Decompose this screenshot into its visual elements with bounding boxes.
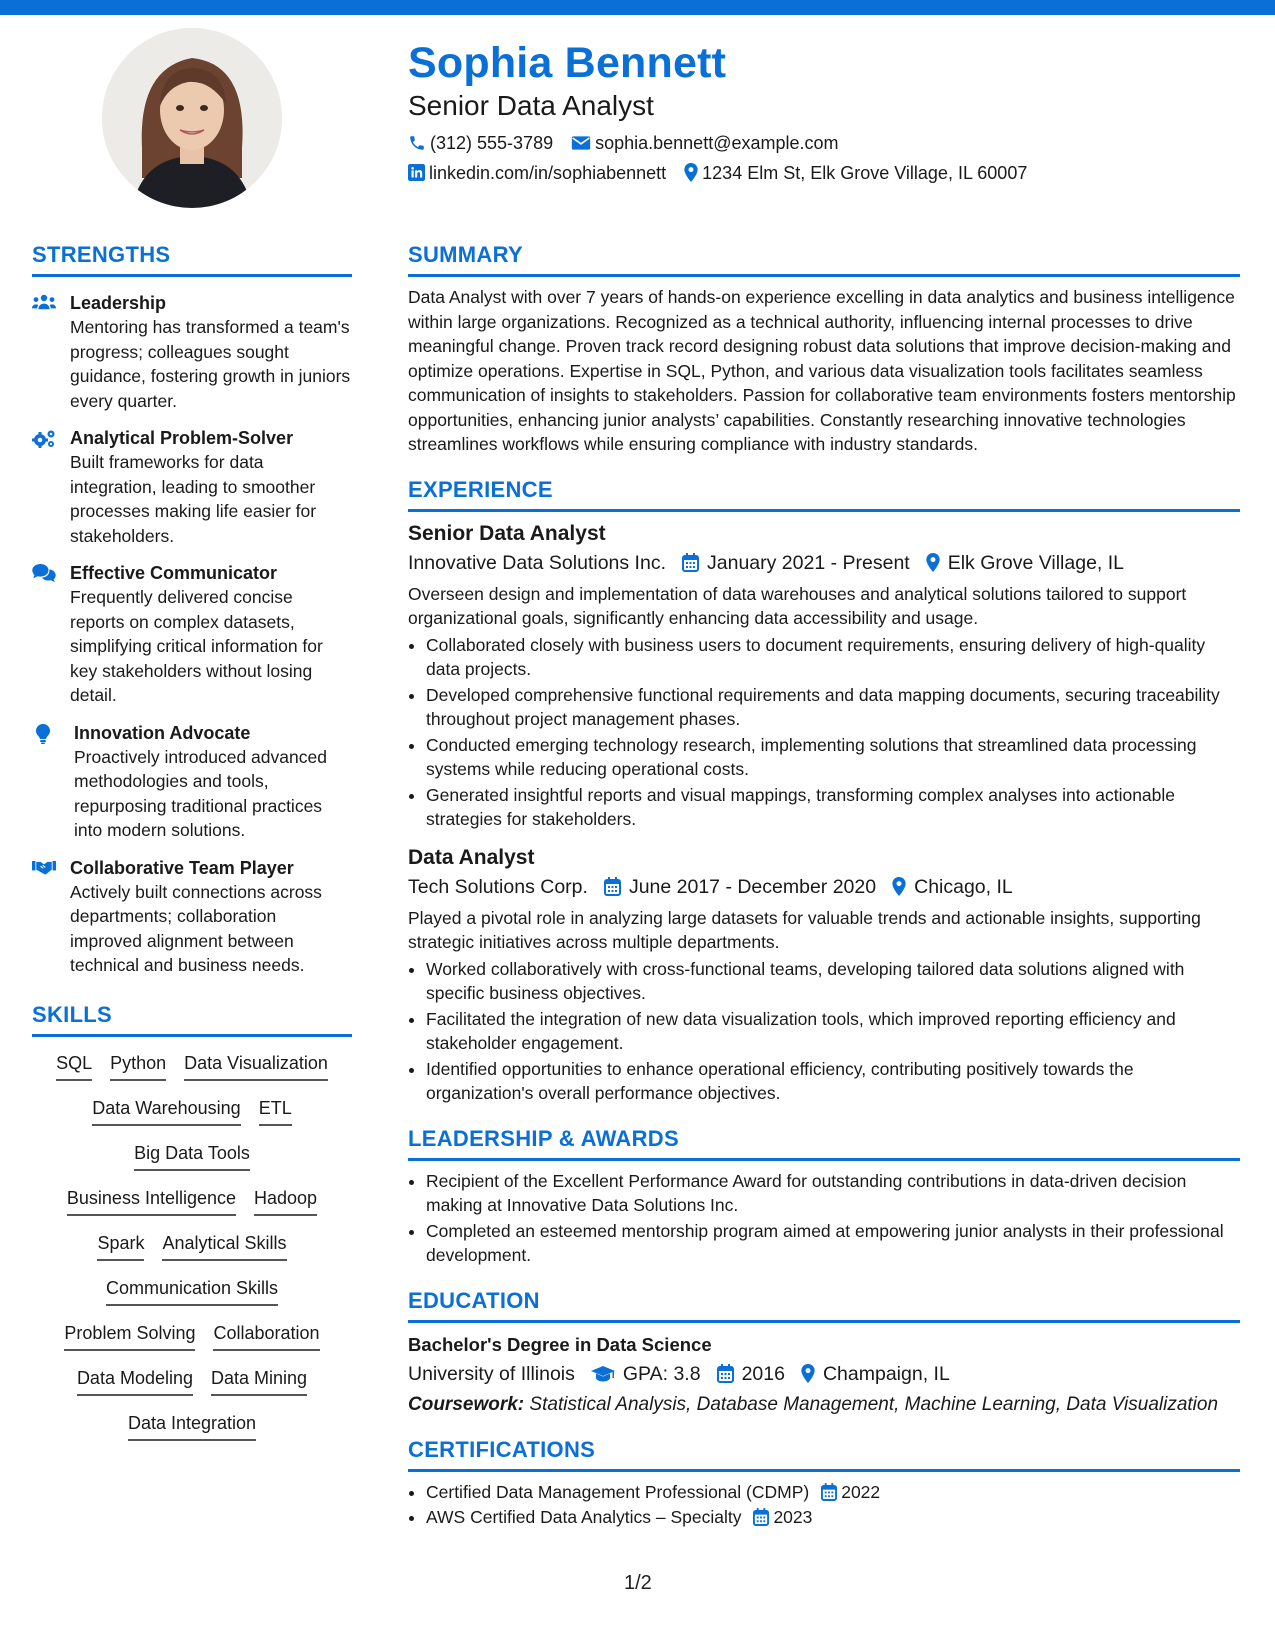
users-icon [32, 294, 56, 310]
summary-heading: SUMMARY [408, 240, 1240, 277]
strength-title: Innovation Advocate [74, 722, 251, 743]
education-gpa-wrap [591, 1359, 701, 1389]
address-text: 1234 Elm St, Elk Grove Village, IL 60007 [702, 162, 1028, 183]
strength-title: Effective Communicator [70, 563, 278, 583]
strength-desc: Actively built connections across departments; collaboration improved alignment between technical and business needs. [70, 881, 322, 975]
certification-item [426, 1480, 1240, 1505]
skills-row [58, 1186, 326, 1231]
strength-title: Analytical Problem-Solver [70, 428, 294, 448]
job-entry [408, 520, 1240, 832]
education-location-wrap [801, 1359, 950, 1389]
education-section [408, 1286, 1240, 1417]
skills-row [47, 1051, 337, 1096]
job-company: Tech Solutions Corp. [408, 875, 588, 898]
skill-tag: ETL [259, 1096, 292, 1126]
envelope-icon [571, 135, 591, 151]
strength-item [32, 856, 352, 978]
strength-desc: Built frameworks for data integration, leading to smoother processes making life easier for stakeholders. [70, 452, 317, 546]
handshake-icon [32, 859, 56, 875]
summary-text: Data Analyst with over 7 years of hands-on experience excelling in data analytics and business intelligence within large organizations. Recognized as a technical authority, influencing internal processes to drive meaningful change. Proven track record designing robust data solutions that improve decision-making and optimize operations. Expertise in SQL, Python, and various data visualization tools facilitates seamless communication of insights to stakeholders. Passion for collaborative team environments fosters mentorship opportunities, enhancing junior analysts’ capabilities. Constantly researching innovative technologies streamlines workflows while ensuring compliance with industry standards. [408, 287, 1236, 454]
skill-tag: SQL [56, 1051, 92, 1081]
job-bullets [408, 633, 1240, 832]
job-entry [408, 844, 1240, 1106]
job-dates-wrap [604, 872, 876, 902]
experience-heading: EXPERIENCE [408, 475, 1240, 512]
certification-year: 2022 [841, 1481, 881, 1502]
linkedin-icon [408, 164, 425, 181]
contact-linkedin[interactable] [408, 161, 666, 185]
skill-tag: Communication Skills [106, 1276, 278, 1306]
job-description: Played a pivotal role in analyzing large datasets for valuable trends and actionable insights, supporting strategic initiatives across multiple departments. [408, 907, 1201, 952]
skill-tag: Python [110, 1051, 166, 1081]
calendar-icon [717, 1364, 734, 1383]
skill-tag: Spark [97, 1231, 144, 1261]
skills-row [55, 1321, 328, 1366]
job-meta [408, 548, 1240, 578]
location-pin-icon [892, 877, 906, 896]
experience-section [408, 475, 1240, 1106]
calendar-icon [821, 1483, 837, 1501]
education-year-wrap [717, 1359, 785, 1389]
job-company: Innovative Data Solutions Inc. [408, 551, 666, 574]
gears-icon [32, 429, 56, 449]
job-dates-wrap [682, 548, 910, 578]
job-title: Senior Data Analyst [408, 521, 606, 545]
linkedin-text[interactable]: linkedin.com/in/sophiabennett [429, 162, 667, 183]
strength-desc: Proactively introduced advanced methodologies and tools, repurposing traditional practices into modern solutions. [74, 746, 327, 840]
location-pin-icon [684, 163, 698, 182]
certifications-section [408, 1435, 1240, 1530]
candidate-title: Senior Data Analyst [408, 90, 654, 122]
job-bullet: • Generated insightful reports and visual mappings, transforming complex analyses into actionable strategies for stakeholders. [426, 783, 1240, 832]
strength-item [32, 721, 352, 843]
job-dates: June 2017 - December 2020 [628, 875, 877, 898]
strengths-heading: STRENGTHS [32, 240, 352, 277]
education-school: University of Illinois [408, 1362, 575, 1385]
strength-title: Leadership [70, 293, 167, 313]
location-pin-icon [801, 1364, 815, 1383]
job-bullets [408, 957, 1240, 1106]
skills-row [125, 1141, 259, 1186]
awards-section [408, 1124, 1240, 1268]
calendar-icon [682, 553, 699, 572]
contact-phone [408, 131, 553, 155]
certification-year: 2023 [773, 1507, 813, 1527]
skill-tag: Collaboration [213, 1321, 319, 1351]
job-title: Data Analyst [408, 845, 535, 869]
job-description: Overseen design and implementation of data warehouses and analytical solutions tailored to support organizational goals, significantly enhancing data accessibility and usage. [408, 583, 1187, 628]
graduation-cap-icon [591, 1365, 615, 1383]
left-column [32, 240, 352, 1456]
skills-row [83, 1096, 300, 1141]
education-meta [408, 1359, 1240, 1389]
skills-row [97, 1276, 287, 1321]
education-year: 2016 [741, 1362, 785, 1385]
strength-desc: Mentoring has transformed a team's progress; colleagues sought guidance, fostering growth in juniors every quarter. [70, 317, 351, 411]
education-degree: Bachelor's Degree in Data Science [408, 1333, 712, 1355]
certifications-heading: CERTIFICATIONS [408, 1435, 1240, 1472]
job-bullet: • Conducted emerging technology research, implementing solutions that streamlined data processing systems while reducing operational costs. [426, 733, 1240, 782]
comments-icon [32, 564, 56, 582]
resume-header [408, 40, 1238, 185]
award-item: • Completed an esteemed mentorship program aimed at empowering junior analysts in their professional development. [426, 1219, 1240, 1268]
calendar-icon [753, 1508, 769, 1526]
education-location: Champaign, IL [822, 1362, 950, 1385]
certifications-list [408, 1480, 1240, 1530]
skill-tag: Analytical Skills [162, 1231, 286, 1261]
page-number: 1/2 [624, 1572, 652, 1594]
certification-name: • AWS Certified Data Analytics – Specialty [426, 1507, 742, 1527]
skills-list [32, 1051, 352, 1456]
contact-email[interactable] [571, 131, 838, 155]
awards-list [408, 1169, 1240, 1268]
phone-icon [408, 134, 426, 152]
lightbulb-icon [36, 724, 50, 744]
coursework-text: Statistical Analysis, Database Management, Machine Learning, Data Visualization [529, 1393, 1219, 1415]
certification-name: • Certified Data Management Professional (CDMP) [426, 1481, 810, 1502]
skills-row [119, 1411, 265, 1456]
job-bullet: • Identified opportunities to enhance operational efficiency, contributing positively towards the organization's overall performance objectives. [426, 1057, 1240, 1106]
job-bullet: • Collaborated closely with business users to document requirements, ensuring delivery of high-quality data projects. [426, 633, 1240, 682]
location-pin-icon [926, 553, 940, 572]
skill-tag: Data Integration [128, 1411, 256, 1441]
contact-row-1 [408, 131, 1238, 155]
strengths-list [32, 291, 352, 978]
profile-photo [102, 28, 282, 208]
contact-address [684, 161, 1027, 185]
award-item: • Recipient of the Excellent Performance Award for outstanding contributions in data-driven decision making at Innovative Data Solutions Inc. [426, 1169, 1240, 1218]
strength-desc: Frequently delivered concise reports on complex datasets, simplifying critical information for key stakeholders without losing detail. [70, 587, 323, 705]
job-bullet: • Developed comprehensive functional requirements and data mapping documents, securing traceability throughout project management phases. [426, 683, 1240, 732]
skill-tag: Big Data Tools [134, 1141, 250, 1171]
education-gpa: GPA: 3.8 [622, 1362, 701, 1385]
skill-tag: Hadoop [254, 1186, 317, 1216]
education-heading: EDUCATION [408, 1286, 1240, 1323]
skill-tag: Data Modeling [77, 1366, 193, 1396]
job-location-wrap [892, 872, 1013, 902]
job-location: Chicago, IL [914, 875, 1013, 898]
candidate-name: Sophia Bennett [408, 39, 727, 87]
strength-title: Collaborative Team Player [70, 857, 294, 878]
strength-item [32, 426, 352, 548]
skill-tag: Problem Solving [64, 1321, 195, 1351]
job-location-wrap [926, 548, 1124, 578]
right-column [408, 240, 1240, 1531]
coursework-label: Coursework: [408, 1393, 525, 1415]
skill-tag: Data Visualization [184, 1051, 328, 1081]
certification-item [426, 1505, 1240, 1530]
skill-tag: Business Intelligence [67, 1186, 236, 1216]
awards-heading: LEADERSHIP & AWARDS [408, 1124, 1240, 1161]
education-coursework [408, 1393, 1240, 1417]
contact-row-2 [408, 161, 1238, 185]
job-dates: January 2021 - Present [707, 551, 910, 574]
strength-item [32, 291, 352, 413]
job-bullet: • Facilitated the integration of new data visualization tools, which improved reporting efficiency and stakeholder engagement. [426, 1007, 1240, 1056]
skill-tag: Data Warehousing [92, 1096, 240, 1126]
job-meta [408, 872, 1240, 902]
skills-heading: SKILLS [32, 1000, 352, 1037]
email-text[interactable]: sophia.bennett@example.com [595, 132, 839, 153]
skill-tag: Data Mining [211, 1366, 307, 1396]
skills-row [88, 1231, 295, 1276]
job-bullet: • Worked collaboratively with cross-functional teams, developing tailored data solutions aligned with specific business objectives. [426, 957, 1240, 1006]
top-accent-bar [0, 0, 1275, 15]
calendar-icon [604, 877, 621, 896]
phone-text: (312) 555-3789 [430, 132, 554, 153]
job-location: Elk Grove Village, IL [947, 551, 1125, 574]
skills-row [68, 1366, 316, 1411]
strength-item [32, 561, 352, 708]
